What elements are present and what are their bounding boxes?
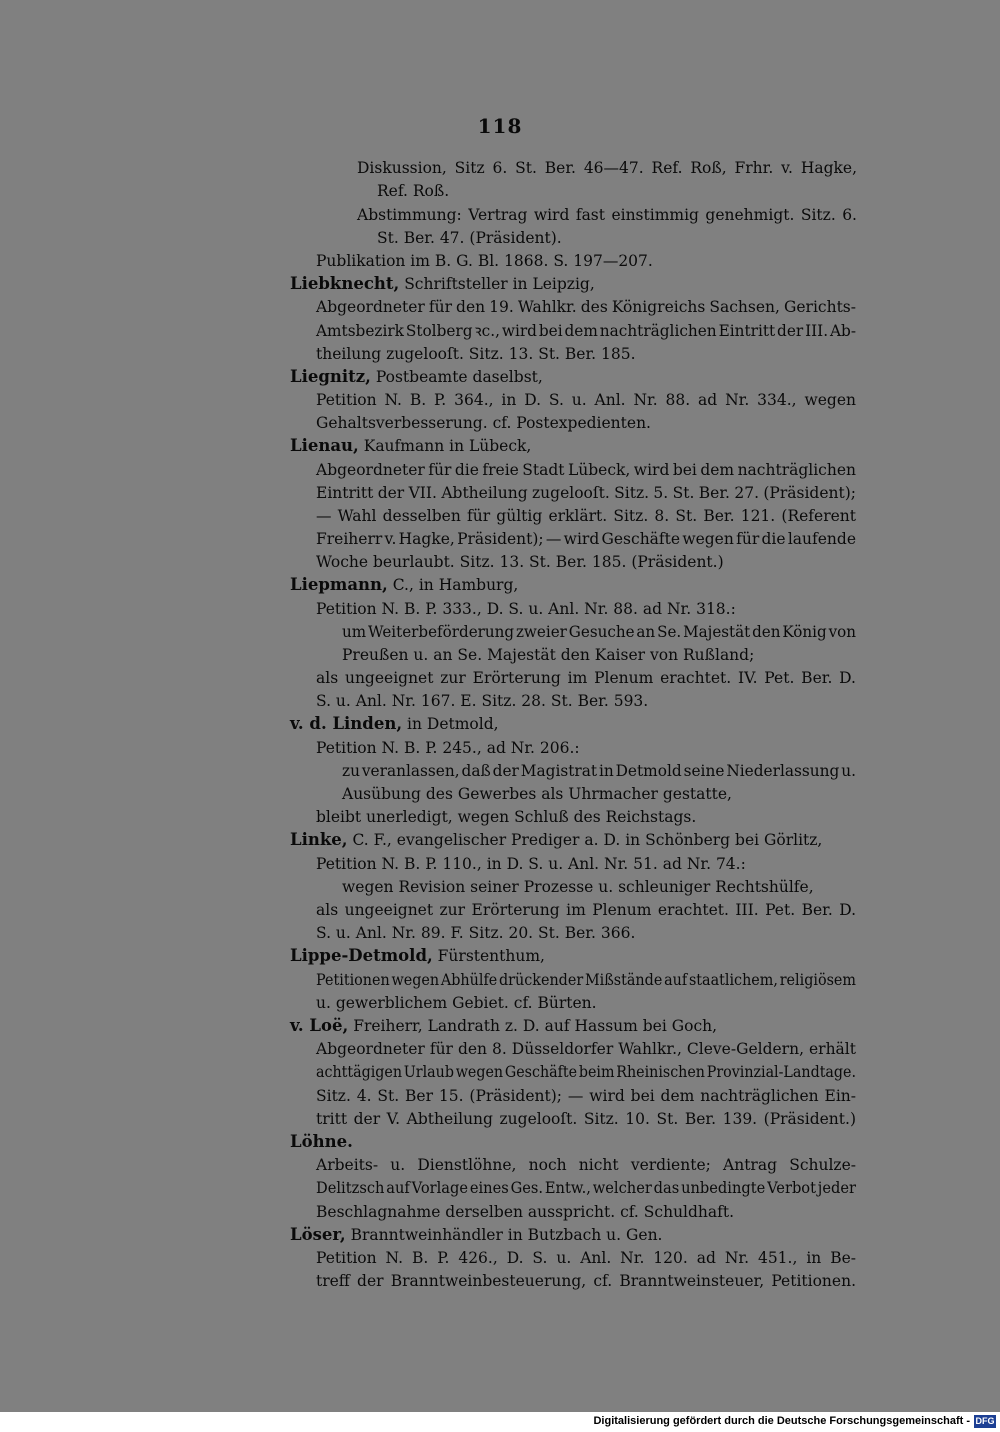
index-entry-line — [316, 691, 648, 711]
lemma: Lienau, — [290, 436, 359, 455]
entry-text: Arbeits- u. Dienstlöhne, noch nicht verdiente; Antrag Schulze- — [316, 1156, 856, 1174]
index-entry-line — [316, 668, 856, 688]
entry-text: bleibt unerledigt, wegen Schluß des Reichstags. — [316, 808, 697, 826]
index-entry-line — [316, 506, 856, 526]
index-entry-heading — [290, 575, 518, 595]
entry-text: Gehaltsverbesserung. cf. Postexpedienten. — [316, 414, 651, 432]
lemma: Linke, — [290, 830, 348, 849]
index-entry-line — [316, 321, 856, 341]
index-entry-heading — [290, 274, 595, 294]
entry-text: um Weiterbeförderung zweier Gesuche an Se. Majestät den König von — [342, 623, 856, 641]
entry-text: Delitzsch auf Vorlage eines Ges. Entw., welcher das unbedingte Verbot jeder — [316, 1179, 856, 1197]
footer-bar — [0, 1412, 1000, 1432]
entry-text: in Detmold, — [407, 715, 499, 733]
entry-text: Abgeordneter für die freie Stadt Lübeck, wird bei dem nachträglichen — [316, 461, 856, 479]
index-entry-line — [316, 344, 636, 364]
entry-text: Petition N. B. P. 364., in D. S. u. Anl. Nr. 88. ad Nr. 334., wegen — [316, 391, 856, 409]
entry-text: Abstimmung: Vertrag wird fast einstimmig genehmigt. Sitz. 6. — [357, 206, 857, 224]
index-entry-line — [316, 854, 746, 874]
index-entry-line — [316, 1202, 734, 1222]
entry-text: Preußen u. an Se. Majestät den Kaiser von Rußland; — [342, 646, 755, 664]
index-entry-line — [316, 552, 724, 572]
entry-text: Sitz. 4. St. Ber 15. (Präsident); — wird bei dem nachträglichen Ein- — [316, 1087, 856, 1105]
index-entry-line — [342, 645, 754, 665]
index-entry-line — [316, 460, 856, 480]
index-entry-line — [316, 1248, 856, 1268]
entry-text: Abgeordneter für den 19. Wahlkr. des Königreichs Sachsen, Gerichts- — [316, 298, 856, 316]
index-entry-line — [316, 1271, 856, 1291]
index-entry-line — [316, 1039, 856, 1059]
index-entry-line — [342, 761, 856, 781]
index-entry-line — [316, 297, 856, 317]
index-entry-line — [342, 784, 732, 804]
lemma: Löhne. — [290, 1132, 353, 1151]
index-entry-line — [342, 877, 814, 897]
index-entry-line — [316, 483, 856, 503]
entry-text: treff der Branntweinbesteuerung, cf. Branntweinsteuer, Petitionen. — [316, 1272, 856, 1290]
index-entry-line — [316, 900, 856, 920]
index-entry-line — [316, 807, 696, 827]
entry-text: Freiherr, Landrath z. D. auf Hassum bei Goch, — [353, 1017, 718, 1035]
entry-text: als ungeeignet zur Erörterung im Plenum erachtet. III. Pet. Ber. D. — [316, 901, 856, 919]
entry-text: Freiherr v. Hagke, Präsident); — wird Geschäfte wegen für die laufende — [316, 530, 856, 548]
entry-text: Amtsbezirk Stolberg ꝛc., wird bei dem nachträglichen Eintritt der III. Ab- — [316, 322, 856, 340]
entry-text: Kaufmann in Lübeck, — [363, 437, 532, 455]
index-entry-heading — [290, 946, 545, 966]
entry-text: achttägigen Urlaub wegen Geschäfte beim Rheinischen Provinzial-Landtage. — [316, 1063, 856, 1081]
entry-text: Woche beurlaubt. Sitz. 13. St. Ber. 185. (Präsident.) — [316, 553, 724, 571]
lemma: Liebknecht, — [290, 274, 400, 293]
entry-text: Diskussion, Sitz 6. St. Ber. 46—47. Ref. Roß, Frhr. v. Hagke, — [357, 159, 857, 177]
entry-text: Petitionen wegen Abhülfe drückender Mißstände auf staatlichem, religiösem — [316, 971, 856, 989]
entry-text: Publikation im B. G. Bl. 1868. S. 197—207. — [316, 252, 653, 270]
index-entry-heading — [290, 1225, 662, 1245]
entry-text: Ausübung des Gewerbes als Uhrmacher gestatte, — [342, 785, 732, 803]
entry-text: theilung zugelooſt. Sitz. 13. St. Ber. 185. — [316, 345, 636, 363]
entry-text: Beschlagnahme derselben ausspricht. cf. Schuldhaft. — [316, 1203, 735, 1221]
index-entry-line — [316, 1086, 856, 1106]
entry-text: S. u. Anl. Nr. 167. E. Sitz. 28. St. Ber. 593. — [316, 692, 649, 710]
index-entry-line — [357, 158, 857, 178]
entry-text: Abgeordneter für den 8. Düsseldorfer Wahlkr., Cleve-Geldern, erhält — [316, 1040, 856, 1058]
index-entry-heading — [290, 714, 499, 734]
index-entry-line — [342, 622, 856, 642]
index-entry-line — [316, 923, 635, 943]
entry-text: Petition N. B. P. 333., D. S. u. Anl. Nr. 88. ad Nr. 318.: — [316, 600, 736, 618]
index-entry-heading — [290, 830, 822, 850]
lemma: Liegnitz, — [290, 367, 371, 386]
entry-text: Fürstenthum, — [437, 947, 545, 965]
index-entry-line — [316, 1178, 856, 1198]
entry-text: Schriftsteller in Leipzig, — [404, 275, 595, 293]
index-entry-line — [316, 413, 651, 433]
page-number: 118 — [477, 114, 523, 138]
entry-text: Ref. Roß. — [377, 182, 450, 200]
index-entry-line — [316, 390, 856, 410]
index-entry-line — [316, 529, 856, 549]
entry-text: C. F., evangelischer Prediger a. D. in Schönberg bei Görlitz, — [352, 831, 823, 849]
entry-text: Eintritt der VII. Abtheilung zugelooſt. Sitz. 5. St. Ber. 27. (Präsident); — [316, 484, 856, 502]
entry-text: S. u. Anl. Nr. 89. F. Sitz. 20. St. Ber. 366. — [316, 924, 636, 942]
index-entry-heading — [290, 1132, 353, 1152]
entry-text: St. Ber. 47. (Präsident). — [377, 229, 562, 247]
entry-text: Petition N. B. P. 426., D. S. u. Anl. Nr. 120. ad Nr. 451., in Be- — [316, 1249, 856, 1267]
index-entry-line — [357, 205, 857, 225]
entry-text: zu veranlassen, daß der Magistrat in Detmold seine Niederlassung u. — [342, 762, 856, 780]
entry-text: tritt der V. Abtheilung zugelooſt. Sitz. 10. St. Ber. 139. (Präsident.) — [316, 1110, 856, 1128]
index-entry-line — [316, 1109, 856, 1129]
index-entry-heading — [290, 367, 543, 387]
entry-text: Petition N. B. P. 110., in D. S. u. Anl. Nr. 51. ad Nr. 74.: — [316, 855, 746, 873]
lemma: Liepmann, — [290, 575, 388, 594]
footer-credit: Digitalisierung gefördert durch die Deutsche Forschungsgemeinschaft - — [593, 1415, 970, 1427]
lemma: v. d. Linden, — [290, 714, 403, 733]
index-entry-heading — [290, 436, 531, 456]
entry-text: Postbeamte daselbst, — [375, 368, 543, 386]
entry-text: — Wahl desselben für gültig erklärt. Sitz. 8. St. Ber. 121. (Referent — [316, 507, 856, 525]
entry-text: u. gewerblichem Gebiet. cf. Bürten. — [316, 994, 597, 1012]
index-entry-heading — [290, 1016, 717, 1036]
lemma: v. Loë, — [290, 1016, 349, 1035]
index-entry-line — [377, 181, 449, 201]
entry-text: Petition N. B. P. 245., ad Nr. 206.: — [316, 739, 580, 757]
entry-text: C., in Hamburg, — [392, 576, 519, 594]
index-entry-line — [316, 1155, 856, 1175]
entry-text: Branntweinhändler in Butzbach u. Gen. — [350, 1226, 663, 1244]
lemma: Lippe-Detmold, — [290, 946, 433, 965]
index-entry-line — [316, 251, 653, 271]
index-entry-line — [316, 993, 597, 1013]
index-entry-line — [316, 738, 580, 758]
entry-text: wegen Revision seiner Prozesse u. schleuniger Rechtshülfe, — [342, 878, 814, 896]
index-entry-line — [316, 599, 736, 619]
index-entry-line — [316, 1062, 856, 1082]
index-entry-line — [377, 228, 562, 248]
index-entry-line — [316, 970, 856, 990]
entry-text: als ungeeignet zur Erörterung im Plenum erachtet. IV. Pet. Ber. D. — [316, 669, 856, 687]
dfg-logo: DFG — [975, 1416, 995, 1426]
lemma: Löser, — [290, 1225, 346, 1244]
